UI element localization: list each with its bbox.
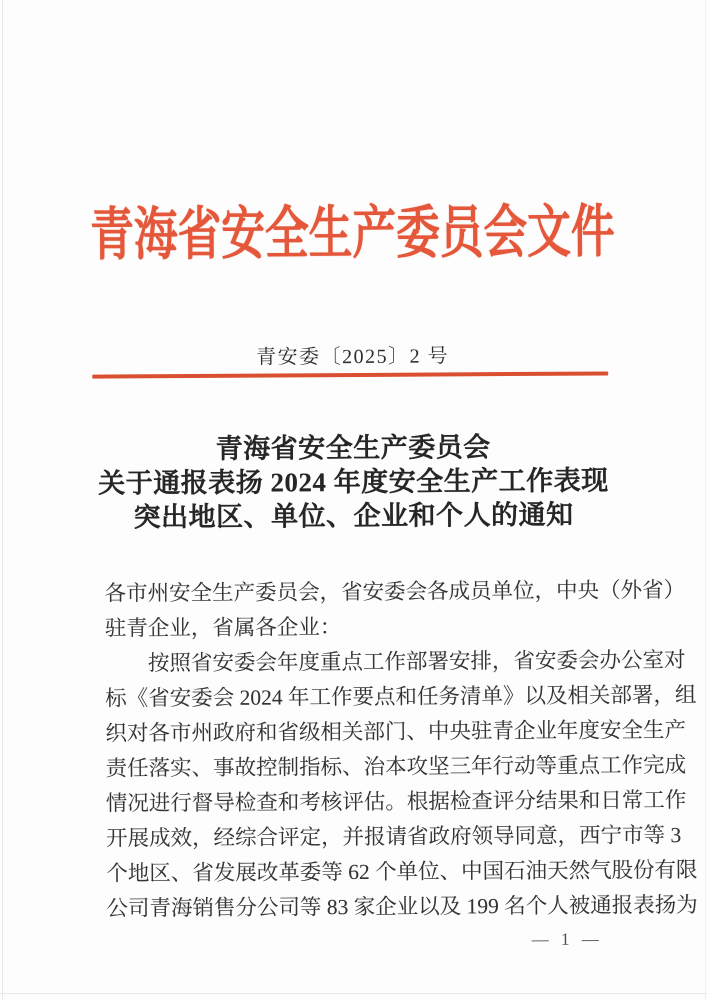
document-title-line3: 突出地区、单位、企业和个人的通知 bbox=[133, 499, 574, 533]
page-number: — 1 — bbox=[531, 929, 603, 949]
document-title-line1: 青海省安全生产委员会 bbox=[215, 432, 491, 464]
body-text bbox=[104, 573, 698, 926]
document-number: 青安委〔2025〕2 号 bbox=[256, 345, 450, 369]
red-separator-line bbox=[92, 371, 608, 378]
body-line: 按照省安委会年度重点工作部署安排，省安委会办公室对 bbox=[147, 647, 686, 676]
document-title-line2: 关于通报表扬 2024 年度安全生产工作表现 bbox=[98, 465, 609, 499]
body-line: 织对各市州政府和省级相关部门、中央驻青企业年度安全生产 bbox=[105, 717, 686, 746]
body-line: 驻青企业，省属各企业： bbox=[104, 615, 342, 641]
document-title bbox=[0, 429, 707, 535]
body-line: 开展成效，经综合评定，并报请省政府领导同意，西宁市等 3 bbox=[105, 823, 682, 851]
body-line: 责任落实、事故控制指标、治本攻坚三年行动等重点工作完成 bbox=[105, 752, 687, 781]
body-line: 标《省安委会 2024 年工作要点和任务清单》以及相关部署，组 bbox=[105, 682, 697, 711]
letterhead-title bbox=[0, 194, 706, 267]
body-line: 个地区、省发展改革委等 62 个单位、中国石油天然气股份有限 bbox=[106, 857, 698, 886]
body-line: 公司青海销售分公司等 83 家企业以及 199 名个人被通报表扬为 bbox=[106, 892, 698, 921]
letterhead-title-text: 青海省安全生产委员会文件 bbox=[89, 199, 615, 267]
body-line: 情况进行督导检查和考核评估。根据检查评分结果和日常工作 bbox=[105, 787, 687, 816]
body-line: 各市州安全生产委员会，省安委会各成员单位，中央（外省） bbox=[104, 577, 686, 606]
